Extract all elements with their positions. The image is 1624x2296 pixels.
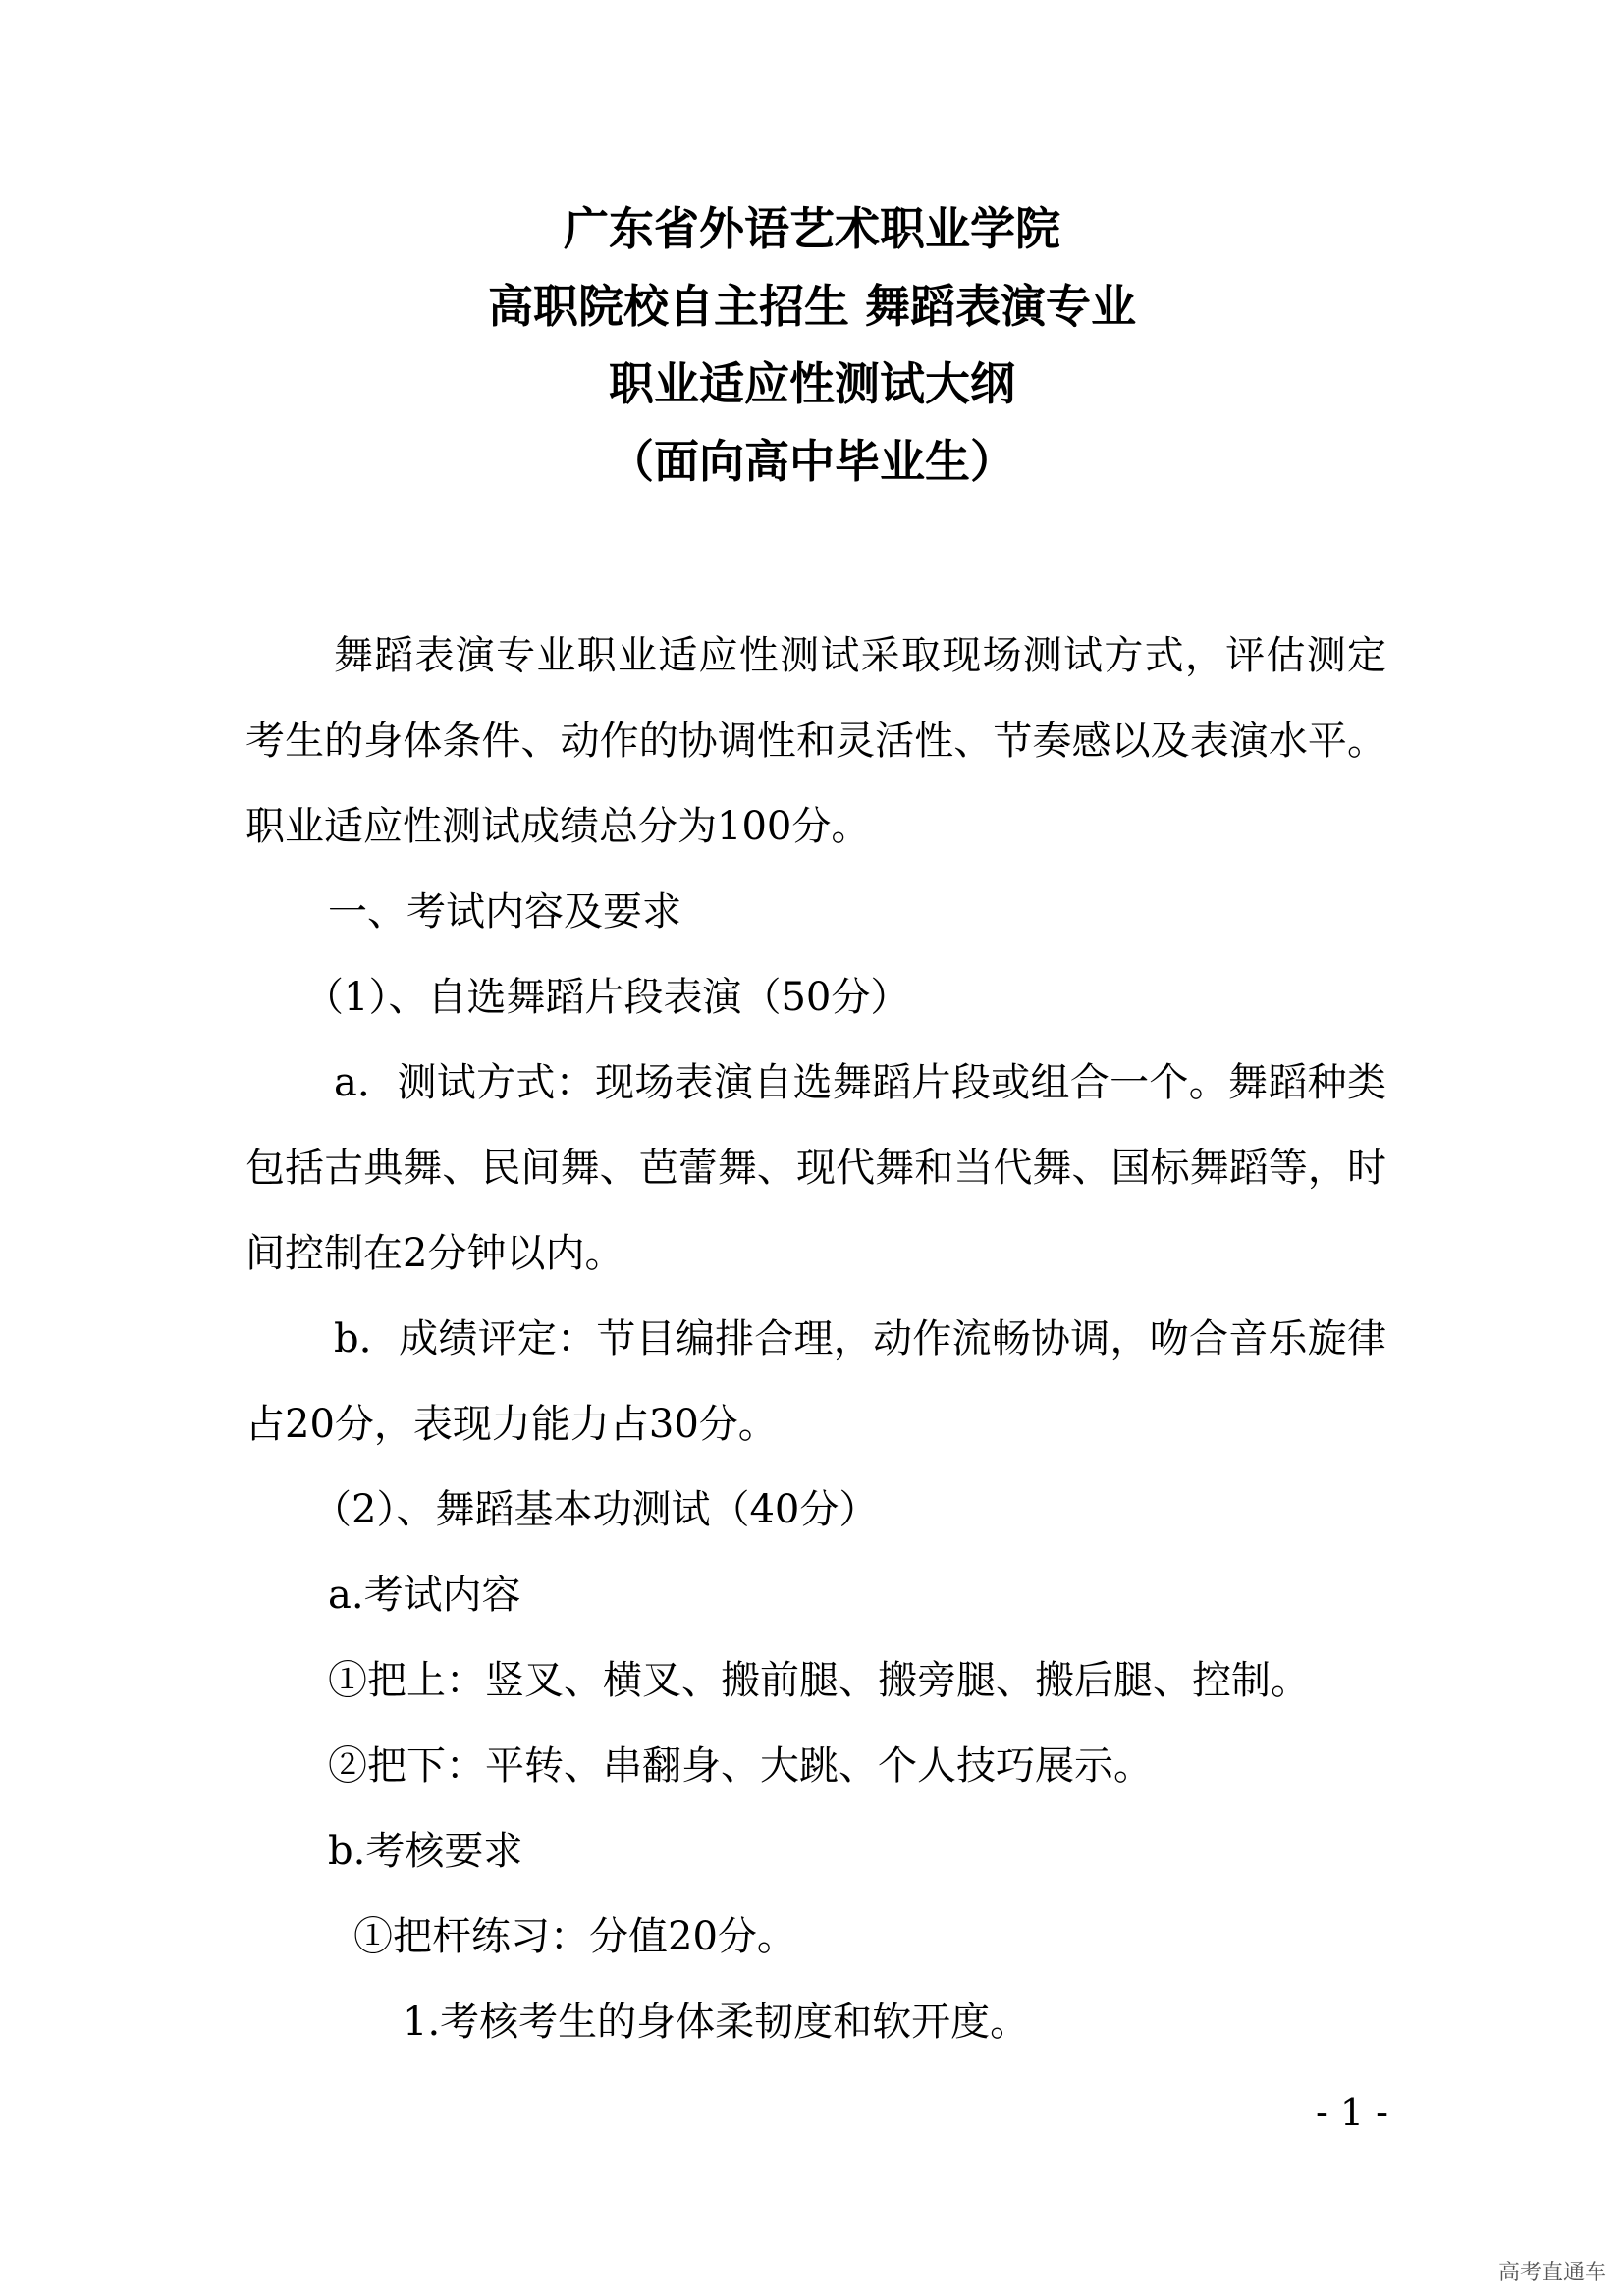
title-line-audience: （面向高中毕业生） bbox=[609, 435, 1015, 488]
document-body bbox=[245, 614, 1386, 2065]
paragraph-scoring: b．成绩评定：节目编排合理，动作流畅协调，吻合音乐旋律占20分，表现力能力占30分。 bbox=[245, 1316, 1386, 1447]
title-line-school: 广东省外语艺术职业学院 bbox=[564, 202, 1060, 255]
section-heading-content: 一、考试内容及要求 bbox=[328, 889, 681, 934]
item-barre-practice-score: ①把杆练习：分值20分。 bbox=[353, 1914, 796, 1959]
page-number: - 1 - bbox=[1315, 2091, 1388, 2134]
item-center-exercises: ②把下：平转、串翻身、大跳、个人技巧展示。 bbox=[328, 1743, 1153, 1789]
paragraph-test-method: a．测试方式：现场表演自选舞蹈片段或组合一个。舞蹈种类包括古典舞、民间舞、芭蕾舞、现代舞和当代舞、国标舞蹈等，时间控制在2分钟以内。 bbox=[245, 1060, 1386, 1276]
item-exam-content: a.考试内容 bbox=[328, 1573, 521, 1618]
watermark: 高考直通车 bbox=[1497, 2261, 1606, 2285]
item-flexibility: 1.考核考生的身体柔韧度和软开度。 bbox=[403, 2000, 1030, 2045]
subsection-heading-solo-dance: （1）、自选舞蹈片段表演（50分） bbox=[304, 975, 910, 1020]
item-assessment-requirements: b.考核要求 bbox=[328, 1829, 523, 1874]
title-line-program: 高职院校自主招生 舞蹈表演专业 bbox=[487, 280, 1136, 333]
item-barre-exercises: ①把上：竖叉、横叉、搬前腿、搬旁腿、搬后腿、控制。 bbox=[328, 1658, 1310, 1703]
document-title bbox=[0, 201, 1624, 511]
title-line-outline: 职业适应性测试大纲 bbox=[609, 357, 1015, 410]
subsection-heading-basic-skills: （2）、舞蹈基本功测试（40分） bbox=[312, 1487, 879, 1532]
intro-paragraph: 舞蹈表演专业职业适应性测试采取现场测试方式，评估测定考生的身体条件、动作的协调性和灵活性、节奏感以及表演水平。职业适应性测试成绩总分为100分。 bbox=[245, 633, 1386, 849]
